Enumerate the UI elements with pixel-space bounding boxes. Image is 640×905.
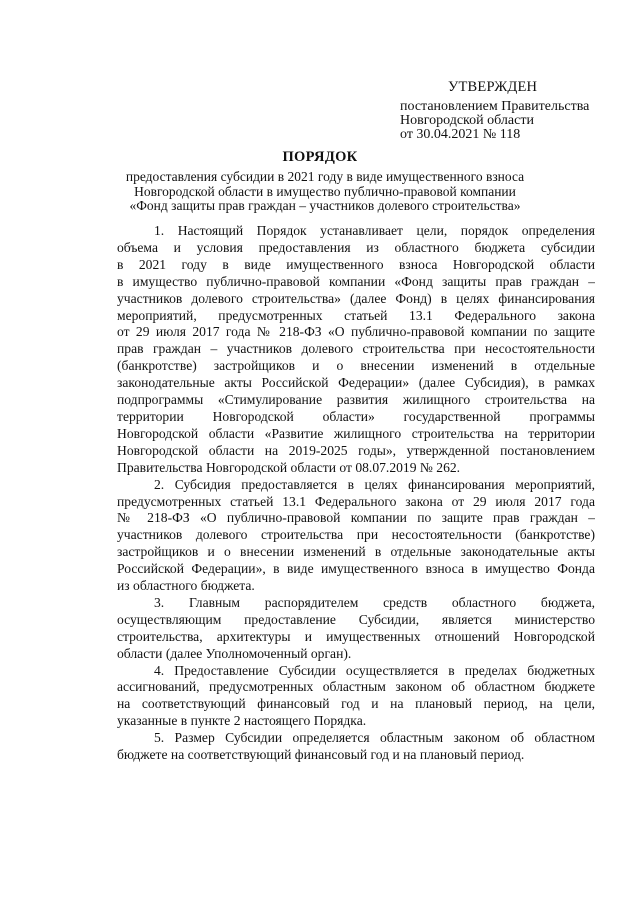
paragraph-line: Правительства Новгородской области от 08.07.2019 № 262. — [117, 459, 461, 475]
paragraph-line: Новгородской области «Развитие жилищного строительства на территории — [117, 425, 595, 441]
paragraph-line: территории Новгородской области» государственной программы — [117, 408, 595, 424]
paragraph-line: из областного бюджета. — [117, 578, 255, 594]
paragraph-line: подпрограммы «Стимулирование развития жилищного строительства на — [117, 392, 595, 408]
approval-line-decree: постановлением Правительства — [400, 99, 590, 114]
approval-line-date: от 30.04.2021 № 118 — [400, 127, 521, 142]
paragraph-line: 1. Настоящий Порядок устанавливает цели, порядок определения — [154, 223, 595, 238]
paragraph-2 — [117, 477, 595, 595]
paragraph-line: 5. Размер Субсидии определяется областным законом об областном — [154, 730, 595, 746]
paragraph-line: Российской Федерации», в виде имущественного взноса в имущество Фонда — [117, 561, 595, 577]
paragraph-3 — [117, 595, 595, 663]
paragraph-line: бюджете на соответствующий финансовый год и на плановый период. — [117, 747, 525, 763]
paragraph-line: прав граждан – участников долевого строительства при несостоятельности — [117, 341, 595, 357]
approval-line-region: Новгородской области — [400, 113, 534, 128]
paragraph-line: осуществляющим предоставление Субсидии, является министерство — [117, 611, 595, 627]
paragraph-line: 3. Главным распорядителем средств областного бюджета, — [154, 594, 595, 610]
paragraph-4 — [117, 663, 595, 731]
paragraph-5 — [117, 730, 595, 764]
paragraph-line: мероприятий, предусмотренных статьей 13.1 Федерального закона — [117, 307, 595, 323]
subtitle-line: Новгородской области в имущество публично-правовой компании — [134, 183, 516, 199]
paragraph-line: участников долевого строительства при несостоятельности (банкротстве) — [117, 527, 595, 543]
paragraph-line: области (далее Уполномоченный орган). — [117, 645, 352, 661]
paragraph-line: 4. Предоставление Субсидии осуществляется в пределах бюджетных — [154, 662, 595, 678]
approval-block — [400, 80, 610, 142]
paragraph-line: Новгородской области на 2019-2025 годы», утвержденной постановлением — [117, 442, 595, 458]
subtitle-line: предоставления субсидии в 2021 году в виде имущественного взноса — [125, 169, 525, 184]
paragraph-line: в 2021 году в виде имущественного взноса Новгородской области — [117, 256, 595, 272]
paragraph-line: законодательные акты Российской Федерации» (далее Субсидия), в рамках — [117, 375, 595, 391]
paragraph-line: строительства, архитектуры и имущественных отношений Новгородской — [117, 628, 595, 644]
paragraph-line: № 218-ФЗ «О публично-правовой компании по защите прав граждан – — [117, 510, 595, 526]
paragraph-line: застройщиков и о внесении изменений в отдельные законодательные акты — [117, 544, 595, 560]
paragraph-line: ассигнований, предусмотренных областным законом об областном бюджете — [117, 679, 595, 695]
paragraph-1 — [117, 223, 595, 477]
subtitle-line: «Фонд защиты прав граждан – участников долевого строительства» — [129, 198, 521, 213]
document-subtitle — [110, 170, 540, 214]
paragraph-line: участников долевого строительства» (далее Фонд) в целях финансирования — [117, 290, 595, 306]
approved-heading: УТВЕРЖДЕН — [448, 79, 538, 95]
paragraph-line: (банкротстве) застройщиков и о внесении изменений в отдельные — [117, 358, 595, 374]
paragraph-line: в имущество публично-правовой компании «Фонд защиты прав граждан – — [117, 273, 595, 289]
paragraph-line: на соответствующий финансовый год и на плановый период, на цели, — [117, 696, 595, 712]
paragraph-line: предусмотренных статьей 13.1 Федерального закона от 29 июля 2017 года — [117, 493, 595, 509]
document-title: ПОРЯДОК — [282, 149, 358, 165]
paragraph-line: указанные в пункте 2 настоящего Порядка. — [117, 713, 367, 729]
paragraph-line: от 29 июля 2017 года № 218-ФЗ «О публично-правовой компании по защите — [117, 324, 595, 340]
paragraph-line: объема и условия предоставления из областного бюджета субсидии — [117, 239, 595, 255]
document-body — [117, 223, 595, 764]
paragraph-line: 2. Субсидия предоставляется в целях финансирования мероприятий, — [154, 476, 595, 492]
